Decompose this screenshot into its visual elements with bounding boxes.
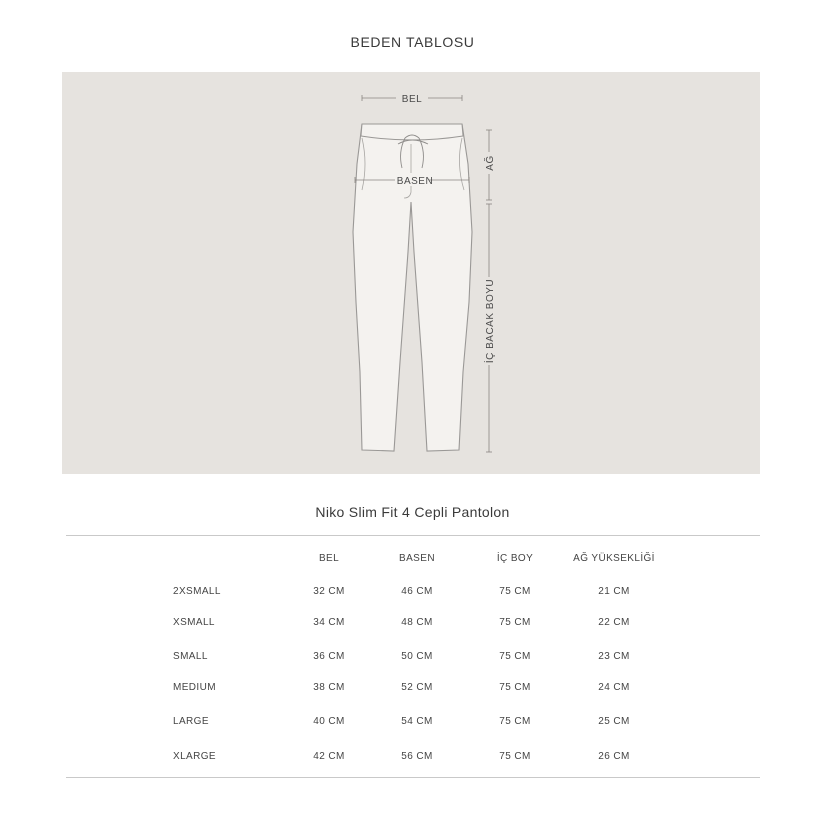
size-label-small: SMALL — [173, 651, 208, 662]
table-cell: 40 CM — [313, 716, 345, 727]
table-cell: 75 CM — [499, 751, 531, 762]
table-cell: 48 CM — [401, 617, 433, 628]
measurement-diagram — [62, 72, 760, 474]
table-top-divider — [66, 535, 760, 536]
size-label-2xsmall: 2XSMALL — [173, 586, 221, 597]
table-cell: 42 CM — [313, 751, 345, 762]
table-cell: 75 CM — [499, 651, 531, 662]
table-cell: 75 CM — [499, 617, 531, 628]
inseam-dimension — [482, 204, 496, 452]
table-cell: 46 CM — [401, 586, 433, 597]
table-cell: 25 CM — [598, 716, 630, 727]
size-label-medium: MEDIUM — [173, 682, 216, 693]
size-label-xlarge: XLARGE — [173, 751, 216, 762]
inseam-label: İÇ BACAK BOYU — [485, 278, 496, 364]
page-title: BEDEN TABLOSU — [350, 34, 475, 50]
column-header-basen: BASEN — [399, 553, 435, 564]
table-cell: 54 CM — [401, 716, 433, 727]
table-cell: 34 CM — [313, 617, 345, 628]
waist-dimension — [362, 91, 462, 105]
table-cell: 26 CM — [598, 751, 630, 762]
hip-label: BASEN — [396, 176, 434, 187]
table-cell: 75 CM — [499, 586, 531, 597]
pants-diagram-svg — [62, 72, 760, 474]
table-bottom-divider — [66, 777, 760, 778]
table-cell: 32 CM — [313, 586, 345, 597]
table-cell: 23 CM — [598, 651, 630, 662]
table-cell: 75 CM — [499, 682, 531, 693]
size-label-xsmall: XSMALL — [173, 617, 215, 628]
waist-label: BEL — [401, 94, 423, 105]
size-label-large: LARGE — [173, 716, 209, 727]
column-header-bel: BEL — [318, 553, 340, 564]
table-cell: 50 CM — [401, 651, 433, 662]
table-cell: 36 CM — [313, 651, 345, 662]
table-cell: 24 CM — [598, 682, 630, 693]
rise-label: AĞ — [485, 155, 496, 171]
column-header-ag-yuksekligi: AĞ YÜKSEKLİĞİ — [573, 553, 655, 564]
table-cell: 21 CM — [598, 586, 630, 597]
table-cell: 38 CM — [313, 682, 345, 693]
table-cell: 56 CM — [401, 751, 433, 762]
table-cell: 22 CM — [598, 617, 630, 628]
rise-dimension — [482, 130, 496, 200]
column-header-ic-boy: İÇ BOY — [496, 553, 534, 564]
table-cell: 75 CM — [499, 716, 531, 727]
waistband — [361, 124, 463, 140]
product-title: Niko Slim Fit 4 Cepli Pantolon — [315, 504, 510, 520]
table-cell: 52 CM — [401, 682, 433, 693]
